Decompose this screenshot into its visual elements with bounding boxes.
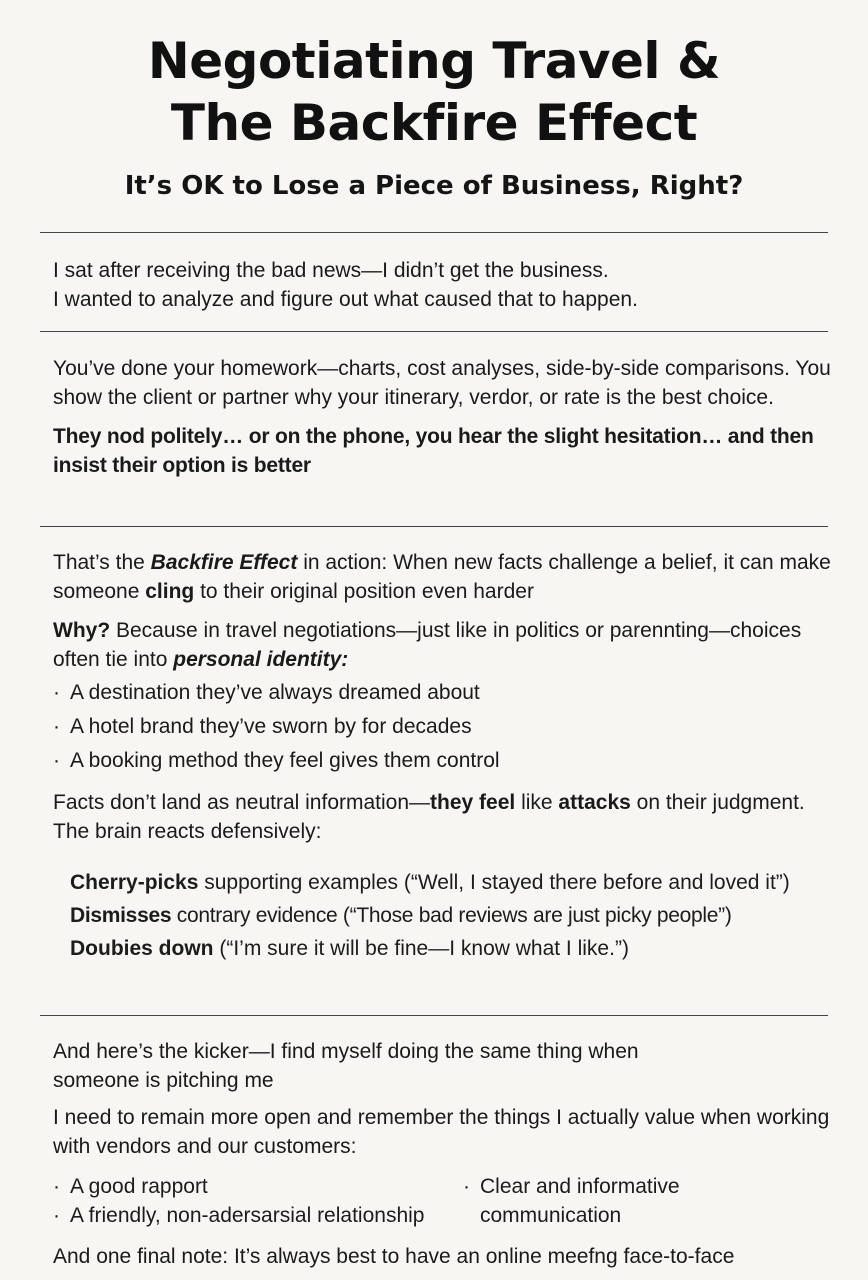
bullet-icon: · (53, 1175, 60, 1198)
hesitation-paragraph: They nod politely… or on the phone, you hear the slight hesitation… and then insist their option is better (53, 425, 814, 477)
facts-paragraph: Facts don’t land as neutral information—they feel like attacks on their judgment. The brain reacts defensively: (53, 791, 805, 843)
final-note (53, 1242, 843, 1271)
list-item: · A destination they’ve always dreamed about (53, 676, 843, 710)
page-title (0, 30, 868, 154)
list-item: Dismisses contrary evidence (“Those bad reviews are just picky people”) (70, 904, 732, 927)
reaction-label: Dismisses (70, 904, 172, 927)
identity-list (53, 676, 843, 778)
divider (40, 526, 828, 527)
title-line-1: Negotiating Travel & (147, 32, 721, 90)
section-intro (53, 256, 843, 314)
personal-identity-term: personal identity: (173, 648, 349, 671)
bullet-icon: · (53, 715, 60, 738)
section-backfire (53, 548, 843, 846)
divider (40, 331, 828, 332)
section-kicker (53, 1037, 673, 1095)
bullet-icon: · (53, 1204, 60, 1227)
list-item: · A friendly, non-adersarsial relationship (53, 1201, 473, 1230)
kicker-paragraph: And here’s the kicker—I find myself doing the same thing when someone is pitching me (53, 1040, 639, 1092)
list-item: Cherry-picks supporting examples (“Well, I stayed there before and loved it”) (70, 871, 790, 894)
list-item: · A booking method they feel gives them control (53, 744, 843, 778)
section-values (53, 1103, 843, 1161)
final-note-text: And one final note: It’s always best to have an online meefng face-to-face (53, 1245, 735, 1268)
cling-term: cling (145, 580, 195, 603)
intro-line-2: I wanted to analyze and figure out what caused that to happen. (53, 288, 638, 311)
homework-paragraph: You’ve done your homework—charts, cost analyses, side-by-side comparisons. You show the client or partner why your itinerary, verdor, or rate is the best choice. (53, 357, 831, 409)
backfire-definition: That’s the Backfire Effect in action: When new facts challenge a belief, it can make someone cling to their original position even harder (53, 551, 831, 603)
reaction-label: Doubies down (70, 937, 214, 960)
bullet-icon: · (463, 1175, 470, 1198)
intro-line-1: I sat after receiving the bad news—I didn’t get the business. (53, 259, 609, 282)
backfire-term: Backfire Effect (150, 551, 298, 574)
divider (40, 1015, 828, 1016)
section-homework (53, 354, 843, 480)
why-label: Why? (53, 619, 111, 642)
list-item: · Clear and informative communication (463, 1172, 720, 1230)
bullet-icon: · (53, 681, 60, 704)
list-item: · A hotel brand they’ve sworn by for decades (53, 710, 843, 744)
list-item: Doubies down (“I’m sure it will be fine—I know what I like.”) (70, 937, 629, 960)
reaction-label: Cherry-picks (70, 871, 199, 894)
title-line-2: The Backfire Effect (170, 94, 698, 152)
bullet-icon: · (53, 749, 60, 772)
why-paragraph: Why? Because in travel negotiations—just like in politics or parennting—choices often tie into personal identity: (53, 619, 802, 671)
values-right-column (463, 1172, 843, 1230)
list-item: · A good rapport (53, 1172, 473, 1201)
reaction-list (70, 868, 850, 963)
open-paragraph: I need to remain more open and remember the things I actually value when working with vendors and our customers: (53, 1106, 830, 1158)
divider (40, 232, 828, 233)
values-left-column (53, 1172, 473, 1230)
values-list (53, 1172, 843, 1232)
page-subtitle: It’s OK to Lose a Piece of Business, Right? (124, 171, 744, 201)
